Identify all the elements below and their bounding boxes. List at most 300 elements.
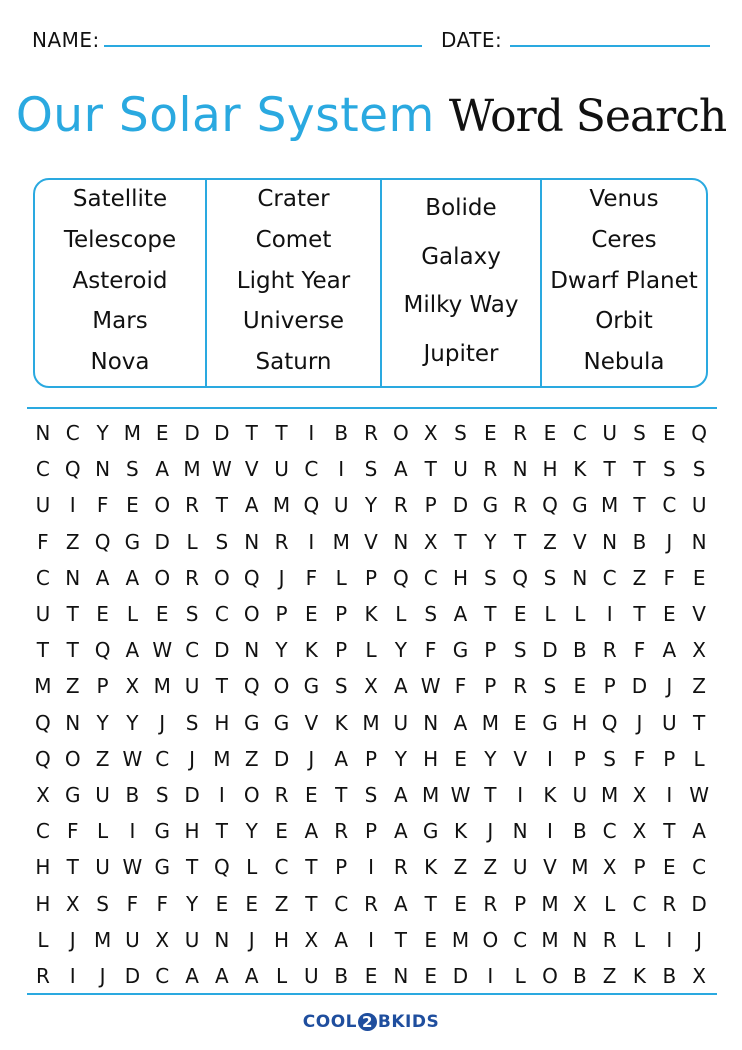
grid-letter[interactable]: K (424, 855, 438, 880)
grid-letter[interactable]: S (603, 746, 616, 771)
grid-letter[interactable]: F (424, 638, 437, 663)
grid-letter[interactable]: I (69, 963, 76, 988)
grid-letter[interactable]: R (274, 529, 289, 554)
grid-letter[interactable]: T (424, 457, 437, 482)
grid-letter[interactable]: U (333, 493, 349, 518)
grid-letter[interactable]: O (243, 602, 260, 627)
grid-letter[interactable]: U (274, 457, 289, 482)
grid-letter[interactable]: P (633, 855, 646, 880)
grid-letter[interactable]: L (544, 602, 556, 627)
grid-letter[interactable]: H (452, 565, 469, 590)
grid-letter[interactable]: A (95, 565, 110, 590)
grid-letter[interactable]: E (424, 963, 437, 988)
grid-letter[interactable]: S (334, 674, 348, 699)
grid-letter[interactable]: P (364, 565, 378, 590)
grid-letter[interactable]: F (156, 891, 168, 916)
grid-letter[interactable]: C (185, 638, 200, 663)
grid-letter[interactable]: S (185, 602, 199, 627)
grid-letter[interactable]: U (691, 493, 707, 518)
grid-letter[interactable]: K (543, 782, 557, 807)
grid-letter[interactable]: A (244, 963, 259, 988)
grid-letter[interactable]: Z (632, 565, 647, 590)
grid-letter[interactable]: X (632, 819, 647, 844)
grid-letter[interactable]: C (334, 891, 349, 916)
grid-letter[interactable]: M (153, 674, 171, 699)
grid-letter[interactable]: U (95, 855, 110, 880)
grid-letter[interactable]: J (696, 927, 703, 952)
grid-letter[interactable]: T (514, 529, 527, 554)
grid-letter[interactable]: I (338, 457, 345, 482)
grid-letter[interactable]: U (35, 602, 51, 627)
grid-letter[interactable]: I (218, 782, 225, 807)
grid-letter[interactable]: N (602, 529, 618, 554)
grid-letter[interactable]: T (215, 674, 228, 699)
grid-letter[interactable]: S (543, 674, 557, 699)
grid-letter[interactable]: A (394, 782, 408, 807)
grid-letter[interactable]: G (273, 710, 290, 735)
grid-letter[interactable]: P (364, 746, 378, 771)
grid-letter[interactable]: P (424, 493, 437, 518)
grid-letter[interactable]: S (155, 782, 169, 807)
grid-letter[interactable]: N (244, 529, 260, 554)
grid-letter[interactable]: F (663, 565, 676, 590)
grid-letter[interactable]: Q (243, 565, 260, 590)
grid-letter[interactable]: J (278, 565, 285, 590)
grid-letter[interactable]: D (214, 638, 230, 663)
grid-letter[interactable]: U (184, 674, 200, 699)
grid-letter[interactable]: L (186, 529, 198, 554)
grid-letter[interactable]: M (541, 927, 559, 952)
grid-letter[interactable]: A (334, 927, 349, 952)
grid-letter[interactable]: H (274, 927, 290, 952)
grid-letter[interactable]: P (96, 674, 109, 699)
grid-letter[interactable]: Y (394, 638, 407, 663)
grid-letter[interactable]: U (661, 710, 677, 735)
grid-letter[interactable]: Q (691, 421, 707, 446)
grid-letter[interactable]: D (154, 529, 170, 554)
grid-letter[interactable]: T (484, 602, 497, 627)
grid-letter[interactable]: M (332, 529, 350, 554)
grid-letter[interactable]: W (689, 782, 710, 807)
grid-letter[interactable]: T (454, 529, 467, 554)
grid-letter[interactable]: X (632, 782, 647, 807)
grid-letter[interactable]: R (35, 963, 50, 988)
grid-letter[interactable]: G (452, 638, 469, 663)
grid-letter[interactable]: S (96, 891, 109, 916)
grid-letter[interactable]: M (601, 782, 619, 807)
grid-letter[interactable]: T (603, 457, 616, 482)
grid-letter[interactable]: H (572, 710, 588, 735)
grid-letter[interactable]: D (184, 421, 200, 446)
grid-letter[interactable]: C (65, 421, 80, 446)
grid-letter[interactable]: C (155, 963, 170, 988)
grid-letter[interactable]: N (393, 529, 409, 554)
grid-letter[interactable]: D (542, 638, 558, 663)
grid-letter[interactable]: Y (275, 638, 288, 663)
grid-letter[interactable]: O (273, 674, 290, 699)
grid-letter[interactable]: S (454, 421, 467, 446)
grid-letter[interactable]: J (69, 927, 76, 952)
grid-letter[interactable]: Z (692, 674, 706, 699)
grid-letter[interactable]: A (394, 674, 408, 699)
grid-letter[interactable]: X (304, 927, 319, 952)
grid-letter[interactable]: G (482, 493, 499, 518)
grid-letter[interactable]: H (35, 891, 51, 916)
grid-letter[interactable]: U (512, 855, 528, 880)
grid-letter[interactable]: G (303, 674, 320, 699)
grid-letter[interactable]: A (334, 746, 349, 771)
grid-letter[interactable]: G (572, 493, 588, 518)
grid-letter[interactable]: E (305, 782, 318, 807)
grid-letter[interactable]: C (423, 565, 438, 590)
grid-letter[interactable]: G (542, 710, 558, 735)
grid-letter[interactable]: N (65, 710, 81, 735)
grid-letter[interactable]: Q (94, 529, 111, 554)
grid-letter[interactable]: G (64, 782, 81, 807)
grid-letter[interactable]: R (364, 421, 378, 446)
grid-letter[interactable]: M (422, 782, 440, 807)
grid-letter[interactable]: F (633, 746, 646, 771)
grid-letter[interactable]: M (451, 927, 470, 952)
grid-letter[interactable]: S (513, 638, 527, 663)
grid-letter[interactable]: T (275, 421, 288, 446)
grid-letter[interactable]: H (214, 710, 230, 735)
grid-letter[interactable]: S (185, 710, 199, 735)
grid-letter[interactable]: A (453, 710, 468, 735)
grid-letter[interactable]: T (633, 493, 646, 518)
grid-letter[interactable]: D (631, 674, 648, 699)
grid-letter[interactable]: A (155, 457, 170, 482)
grid-letter[interactable]: W (122, 746, 143, 771)
grid-letter[interactable]: S (364, 782, 378, 807)
grid-letter[interactable]: E (245, 891, 259, 916)
grid-letter[interactable]: Z (95, 746, 110, 771)
grid-letter[interactable]: O (392, 421, 409, 446)
grid-letter[interactable]: S (633, 421, 646, 446)
grid-letter[interactable]: B (334, 963, 349, 988)
grid-letter[interactable]: M (213, 746, 231, 771)
grid-letter[interactable]: P (335, 855, 348, 880)
grid-letter[interactable]: J (636, 710, 643, 735)
grid-letter[interactable]: Y (245, 819, 258, 844)
grid-letter[interactable]: F (96, 493, 109, 518)
grid-letter[interactable]: F (305, 565, 318, 590)
grid-letter[interactable]: K (453, 819, 468, 844)
grid-letter[interactable]: E (305, 602, 318, 627)
grid-letter[interactable]: I (666, 782, 673, 807)
grid-letter[interactable]: E (454, 891, 467, 916)
grid-letter[interactable]: L (574, 602, 586, 627)
grid-letter[interactable]: E (424, 927, 437, 952)
grid-letter[interactable]: C (632, 891, 647, 916)
grid-letter[interactable]: S (424, 602, 438, 627)
grid-letter[interactable]: P (364, 819, 378, 844)
grid-letter[interactable]: D (184, 782, 200, 807)
grid-letter[interactable]: M (123, 421, 142, 446)
grid-letter[interactable]: Q (542, 493, 558, 518)
grid-letter[interactable]: T (633, 457, 646, 482)
grid-letter[interactable]: K (304, 638, 318, 663)
grid-letter[interactable]: I (517, 782, 524, 807)
grid-letter[interactable]: C (35, 565, 50, 590)
grid-letter[interactable]: L (37, 927, 49, 952)
grid-letter[interactable]: Z (483, 855, 498, 880)
grid-letter[interactable]: C (304, 457, 319, 482)
grid-letter[interactable]: Y (96, 710, 109, 735)
grid-letter[interactable]: S (543, 565, 557, 590)
grid-letter[interactable]: G (154, 855, 170, 880)
grid-letter[interactable]: Q (35, 746, 51, 771)
grid-letter[interactable]: M (272, 493, 291, 518)
grid-letter[interactable]: T (335, 782, 348, 807)
grid-letter[interactable]: L (395, 602, 407, 627)
grid-letter[interactable]: T (215, 819, 228, 844)
grid-letter[interactable]: X (572, 891, 587, 916)
grid-letter[interactable]: D (273, 746, 290, 771)
grid-letter[interactable]: I (368, 927, 374, 952)
grid-letter[interactable]: I (547, 819, 553, 844)
grid-letter[interactable]: F (66, 819, 79, 844)
grid-letter[interactable]: R (662, 891, 677, 916)
grid-letter[interactable]: L (693, 746, 705, 771)
grid-letter[interactable]: E (662, 855, 676, 880)
grid-letter[interactable]: A (304, 819, 319, 844)
grid-letter[interactable]: Q (64, 457, 81, 482)
grid-letter[interactable]: E (364, 963, 378, 988)
grid-letter[interactable]: X (125, 674, 140, 699)
grid-letter[interactable]: F (454, 674, 467, 699)
grid-letter[interactable]: M (183, 457, 201, 482)
grid-letter[interactable]: L (335, 565, 347, 590)
grid-letter[interactable]: T (693, 710, 706, 735)
grid-letter[interactable]: A (692, 819, 706, 844)
grid-letter[interactable]: T (484, 782, 497, 807)
grid-letter[interactable]: T (66, 855, 79, 880)
grid-letter[interactable]: P (573, 746, 586, 771)
grid-letter[interactable]: T (305, 855, 318, 880)
grid-letter[interactable]: Y (126, 710, 139, 735)
grid-letter[interactable]: S (692, 457, 706, 482)
grid-letter[interactable]: Z (65, 674, 80, 699)
grid-letter[interactable]: N (572, 927, 588, 952)
grid-letter[interactable]: W (122, 855, 143, 880)
grid-letter[interactable]: A (125, 638, 140, 663)
grid-letter[interactable]: T (424, 891, 437, 916)
grid-letter[interactable]: I (129, 819, 136, 844)
grid-letter[interactable]: R (513, 674, 528, 699)
grid-letter[interactable]: W (152, 638, 173, 663)
grid-letter[interactable]: U (35, 493, 51, 518)
grid-letter[interactable]: G (422, 819, 439, 844)
grid-letter[interactable]: Z (453, 855, 468, 880)
grid-letter[interactable]: I (308, 421, 315, 446)
grid-letter[interactable]: S (215, 529, 229, 554)
grid-letter[interactable]: A (244, 493, 259, 518)
grid-letter[interactable]: J (487, 819, 494, 844)
grid-letter[interactable]: V (304, 710, 319, 735)
grid-letter[interactable]: E (692, 565, 706, 590)
grid-letter[interactable]: I (487, 963, 494, 988)
grid-letter[interactable]: P (514, 891, 527, 916)
grid-letter[interactable]: V (364, 529, 378, 554)
grid-letter[interactable]: H (423, 746, 439, 771)
grid-letter[interactable]: J (189, 746, 195, 771)
grid-letter[interactable]: H (184, 819, 200, 844)
grid-letter[interactable]: Y (364, 493, 378, 518)
grid-letter[interactable]: T (633, 602, 646, 627)
grid-letter[interactable]: S (364, 457, 378, 482)
grid-letter[interactable]: O (542, 963, 558, 988)
grid-letter[interactable]: K (364, 602, 378, 627)
grid-letter[interactable]: A (662, 638, 677, 663)
grid-letter[interactable]: B (125, 782, 140, 807)
grid-letter[interactable]: W (420, 674, 441, 699)
grid-letter[interactable]: E (662, 421, 676, 446)
grid-letter[interactable]: U (95, 782, 110, 807)
grid-letter[interactable]: U (125, 927, 140, 952)
grid-letter[interactable]: Y (484, 746, 497, 771)
grid-letter[interactable]: C (662, 493, 677, 518)
grid-letter[interactable]: K (573, 457, 587, 482)
grid-letter[interactable]: Q (35, 710, 51, 735)
grid-letter[interactable]: E (96, 602, 109, 627)
grid-letter[interactable]: U (453, 457, 468, 482)
grid-letter[interactable]: T (215, 493, 228, 518)
grid-letter[interactable]: L (126, 602, 138, 627)
grid-letter[interactable]: R (513, 493, 528, 518)
grid-letter[interactable]: T (185, 855, 199, 880)
grid-letter[interactable]: T (305, 891, 318, 916)
grid-letter[interactable]: G (243, 710, 260, 735)
grid-letter[interactable]: C (513, 927, 528, 952)
grid-letter[interactable]: E (573, 674, 587, 699)
grid-letter[interactable]: N (691, 529, 707, 554)
grid-letter[interactable]: M (571, 855, 589, 880)
grid-letter[interactable]: E (513, 710, 527, 735)
grid-letter[interactable]: M (541, 891, 559, 916)
grid-letter[interactable]: N (35, 421, 51, 446)
grid-letter[interactable]: J (666, 529, 673, 554)
grid-letter[interactable]: A (453, 602, 468, 627)
grid-letter[interactable]: N (423, 710, 439, 735)
grid-letter[interactable]: N (393, 963, 409, 988)
grid-letter[interactable]: R (602, 927, 617, 952)
grid-letter[interactable]: T (66, 602, 79, 627)
grid-letter[interactable]: A (125, 565, 140, 590)
grid-letter[interactable]: Z (602, 963, 617, 988)
grid-letter[interactable]: H (542, 457, 558, 482)
grid-letter[interactable]: C (214, 602, 229, 627)
grid-letter[interactable]: R (185, 493, 199, 518)
grid-letter[interactable]: L (365, 638, 377, 663)
grid-letter[interactable]: C (602, 819, 617, 844)
grid-letter[interactable]: U (602, 421, 617, 446)
grid-letter[interactable]: U (304, 963, 319, 988)
grid-letter[interactable]: N (572, 565, 588, 590)
grid-letter[interactable]: X (692, 638, 706, 663)
grid-letter[interactable]: X (364, 674, 378, 699)
grid-letter[interactable]: Y (394, 746, 407, 771)
grid-letter[interactable]: X (36, 782, 50, 807)
grid-letter[interactable]: E (215, 891, 229, 916)
grid-letter[interactable]: S (483, 565, 497, 590)
grid-letter[interactable]: V (692, 602, 706, 627)
grid-letter[interactable]: R (483, 457, 498, 482)
grid-letter[interactable]: B (662, 963, 677, 988)
grid-letter[interactable]: C (602, 565, 617, 590)
grid-letter[interactable]: C (35, 457, 50, 482)
grid-letter[interactable]: I (547, 746, 553, 771)
grid-letter[interactable]: E (662, 602, 676, 627)
grid-letter[interactable]: B (572, 638, 587, 663)
grid-letter[interactable]: P (603, 674, 616, 699)
grid-letter[interactable]: U (572, 782, 588, 807)
grid-letter[interactable]: M (93, 927, 112, 952)
grid-letter[interactable]: Z (244, 746, 259, 771)
grid-letter[interactable]: L (633, 927, 646, 952)
grid-letter[interactable]: O (482, 927, 499, 952)
grid-letter[interactable]: E (484, 421, 497, 446)
grid-letter[interactable]: P (484, 638, 497, 663)
grid-letter[interactable]: D (214, 421, 230, 446)
grid-letter[interactable]: N (95, 457, 111, 482)
grid-letter[interactable]: Q (243, 674, 260, 699)
grid-letter[interactable]: B (334, 421, 349, 446)
grid-letter[interactable]: C (692, 855, 707, 880)
grid-letter[interactable]: E (543, 421, 557, 446)
grid-letter[interactable]: Z (65, 529, 80, 554)
grid-letter[interactable]: E (126, 493, 139, 518)
grid-letter[interactable]: F (37, 529, 49, 554)
grid-letter[interactable]: V (543, 855, 557, 880)
grid-letter[interactable]: B (572, 963, 587, 988)
grid-letter[interactable]: L (275, 963, 288, 988)
grid-letter[interactable]: Q (214, 855, 230, 880)
grid-letter[interactable]: B (572, 819, 587, 844)
grid-letter[interactable]: W (211, 457, 232, 482)
grid-letter[interactable]: F (126, 891, 139, 916)
grid-letter[interactable]: Q (512, 565, 529, 590)
grid-letter[interactable]: T (394, 927, 407, 952)
grid-letter[interactable]: R (602, 638, 617, 663)
grid-letter[interactable]: J (99, 963, 106, 988)
grid-letter[interactable]: A (185, 963, 199, 988)
grid-letter[interactable]: I (69, 493, 76, 518)
grid-letter[interactable]: J (248, 927, 255, 952)
grid-letter[interactable]: M (481, 710, 499, 735)
grid-letter[interactable]: T (36, 638, 50, 663)
grid-letter[interactable]: R (393, 493, 408, 518)
grid-letter[interactable]: Y (96, 421, 109, 446)
grid-letter[interactable]: O (243, 782, 260, 807)
grid-letter[interactable]: M (362, 710, 380, 735)
grid-letter[interactable]: Z (543, 529, 557, 554)
grid-letter[interactable]: L (604, 891, 616, 916)
grid-letter[interactable]: T (245, 421, 258, 446)
grid-letter[interactable]: K (334, 710, 348, 735)
grid-letter[interactable]: E (454, 746, 467, 771)
name-write-line[interactable] (104, 45, 422, 47)
grid-letter[interactable]: Q (601, 710, 618, 735)
grid-letter[interactable]: L (96, 819, 109, 844)
grid-letter[interactable]: R (393, 855, 408, 880)
grid-letter[interactable]: G (124, 529, 141, 554)
grid-letter[interactable]: I (606, 602, 613, 627)
grid-letter[interactable]: O (64, 746, 81, 771)
grid-letter[interactable]: R (185, 565, 199, 590)
grid-letter[interactable]: X (423, 421, 438, 446)
grid-letter[interactable]: Q (392, 565, 409, 590)
